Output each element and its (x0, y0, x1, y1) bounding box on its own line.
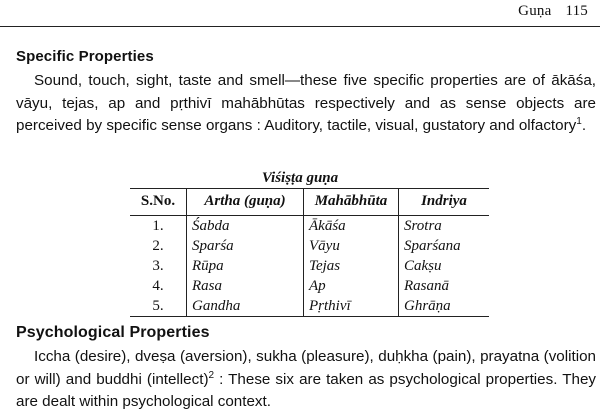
cell-indriya: Srotra (399, 216, 490, 237)
cell-sno: 2. (152, 238, 164, 254)
cell-mahabhuta: Ap (304, 276, 399, 296)
cell-mahabhuta: Tejas (304, 256, 399, 276)
cell-sno: 5. (130, 296, 187, 317)
running-header (0, 0, 600, 27)
table-header-row (130, 189, 489, 216)
cell-artha: Sparśa (187, 236, 304, 256)
cell-indriya: Sparśana (399, 236, 490, 256)
table-row (130, 256, 489, 276)
paragraph-end: . (581, 117, 587, 134)
header-indriya: Indriya (399, 189, 490, 216)
cell-artha: Rūpa (187, 256, 304, 276)
table-row (130, 296, 489, 317)
paragraph-text: Iccha (desire), dveṣa (aversion), sukha (pleasure), duḥkha (pain), prayatna (volition or will) and buddhi (intellect) (16, 348, 596, 388)
paragraph-text: Sound, touch, sight, taste and smell—these five specific properties are of ākāśa, vāyu, tejas, ap and pṛthivī mahābhūtas respectively and as sense objects are perceived by specific sense organs : Auditory, tactile, visual, gustatory and olfactory (16, 72, 596, 134)
paragraph-end: : These six are taken as psychological properties. They are dealt within psychological context. (16, 370, 596, 410)
table-row (130, 236, 489, 256)
table-row (130, 216, 489, 237)
header-artha: Artha (guṇa) (187, 189, 304, 216)
cell-sno: 3. (152, 258, 164, 274)
section-heading-psychological-properties: Psychological Properties (16, 324, 210, 341)
specific-properties-paragraph (16, 70, 596, 138)
cell-mahabhuta: Vāyu (304, 236, 399, 256)
cell-indriya: Rasanā (399, 276, 490, 296)
header-right (518, 3, 588, 20)
cell-artha: Rasa (187, 276, 304, 296)
footnote-mark-1: 1 (576, 115, 582, 127)
running-title: Guṇa (518, 3, 552, 19)
header-sno: S.No. (130, 189, 187, 216)
cell-mahabhuta: Ākāśa (304, 216, 399, 237)
cell-artha: Śabda (187, 216, 304, 237)
table-title: Viśiṣṭa guṇa (261, 170, 339, 186)
psychological-properties-paragraph (16, 346, 596, 414)
cell-sno: 1. (152, 218, 164, 234)
footnote-mark-2: 2 (208, 369, 215, 381)
cell-indriya: Cakṣu (399, 256, 490, 276)
cell-indriya: Ghrāṇa (399, 296, 490, 317)
section-heading-specific-properties: Specific Properties (16, 48, 154, 65)
page-number: 115 (565, 3, 588, 19)
table-row (130, 276, 489, 296)
header-mahabhuta: Mahābhūta (304, 189, 399, 216)
cell-sno: 4. (152, 278, 164, 294)
cell-mahabhuta: Pṛthivī (304, 296, 399, 317)
properties-table-wrapper (130, 188, 489, 317)
cell-artha: Gandha (187, 296, 304, 317)
properties-table (130, 188, 489, 317)
